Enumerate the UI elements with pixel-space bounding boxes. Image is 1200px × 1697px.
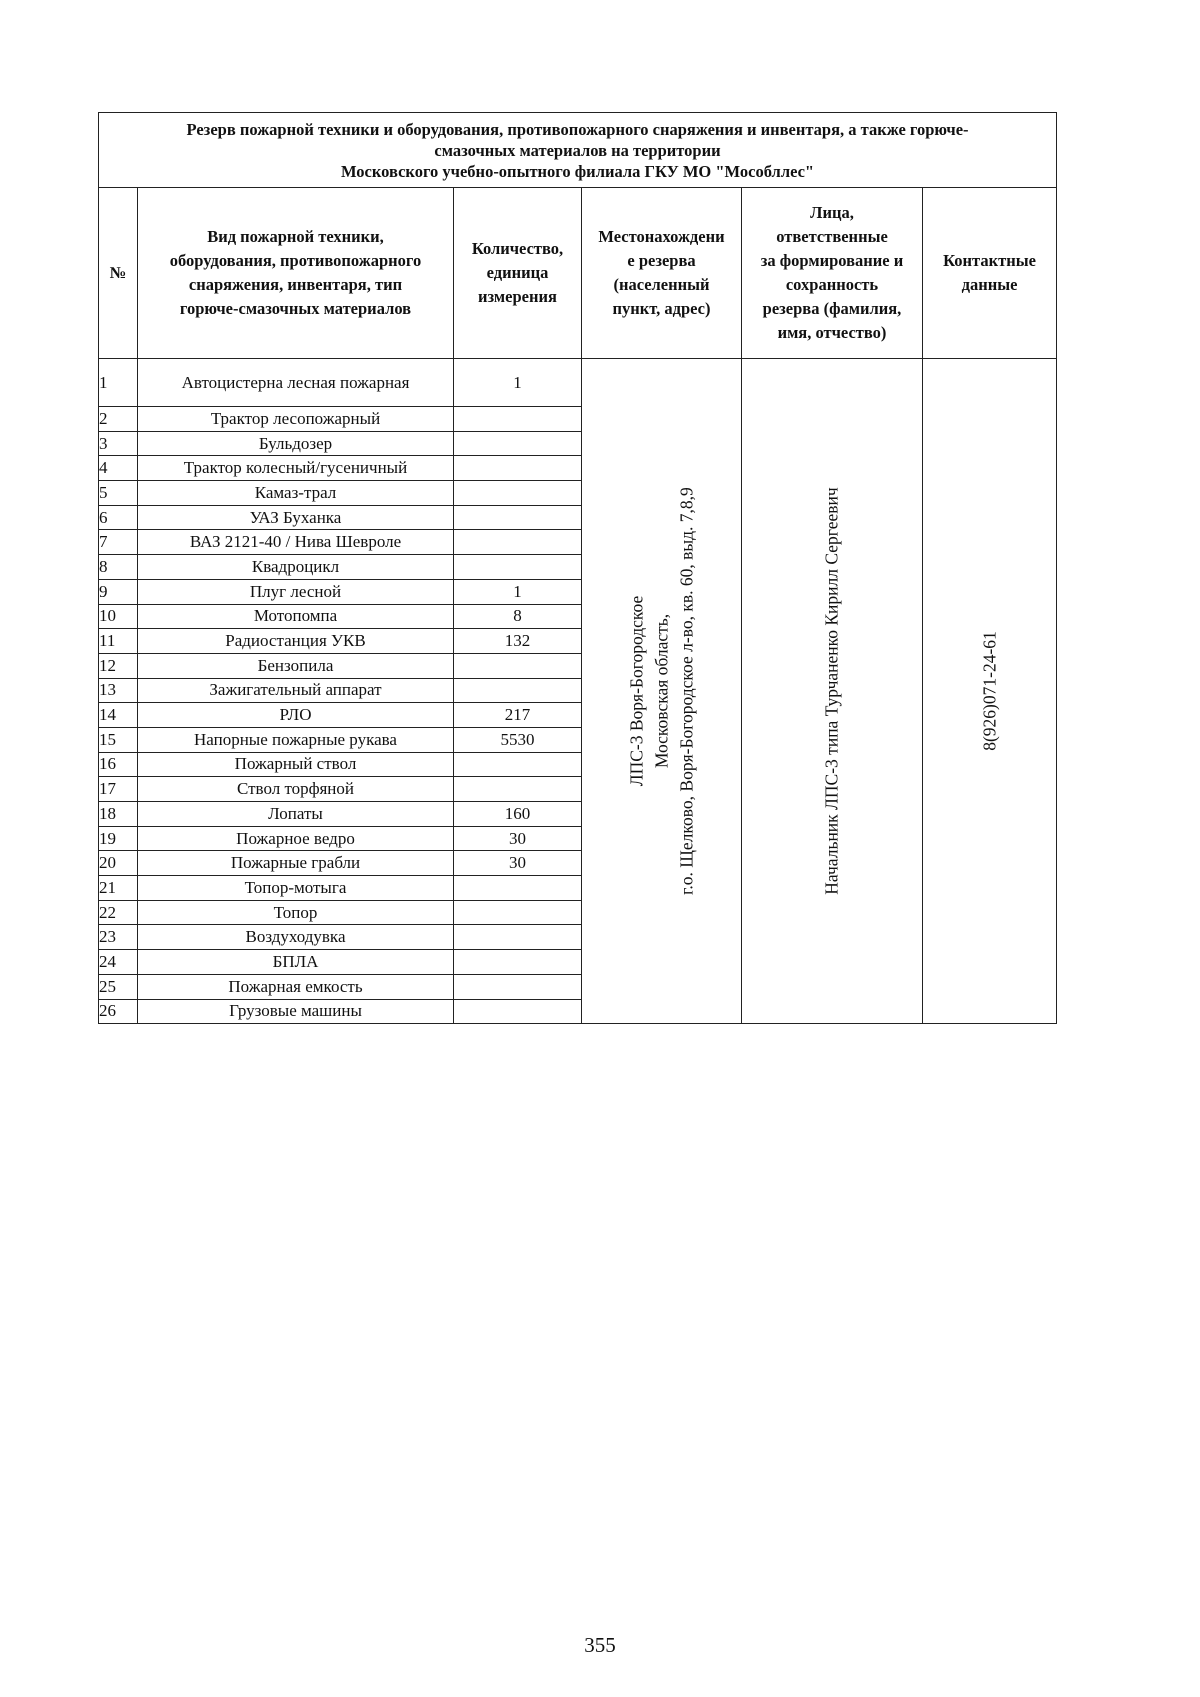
row-number: 3 bbox=[99, 431, 138, 456]
header-quantity-line: измерения bbox=[478, 287, 557, 306]
reserve-table bbox=[98, 112, 1057, 1024]
row-item-name: Бензопила bbox=[138, 653, 454, 678]
row-quantity: 30 bbox=[454, 826, 582, 851]
header-type-line: горюче-смазочных материалов bbox=[179, 299, 412, 318]
row-quantity bbox=[454, 481, 582, 506]
header-type-line: снаряжения, инвентаря, тип bbox=[188, 275, 403, 294]
location-line-2: Московская область, bbox=[651, 613, 671, 769]
row-quantity: 30 bbox=[454, 851, 582, 876]
responsible-cell bbox=[742, 359, 923, 1024]
row-number: 7 bbox=[99, 530, 138, 555]
header-location-line: (населенный bbox=[613, 275, 710, 294]
row-number: 20 bbox=[99, 851, 138, 876]
row-quantity bbox=[454, 653, 582, 678]
header-contacts-line: Контактные bbox=[943, 251, 1036, 270]
row-number: 23 bbox=[99, 925, 138, 950]
row-item-name: Зажигательный аппарат bbox=[138, 678, 454, 703]
row-number: 17 bbox=[99, 777, 138, 802]
title-row bbox=[99, 113, 1057, 188]
row-item-name: Пожарный ствол bbox=[138, 752, 454, 777]
row-item-name: Плуг лесной bbox=[138, 579, 454, 604]
row-quantity bbox=[454, 678, 582, 703]
location-cell bbox=[582, 359, 742, 1024]
row-quantity bbox=[454, 876, 582, 901]
row-quantity: 217 bbox=[454, 703, 582, 728]
location-text bbox=[624, 487, 699, 895]
row-quantity: 132 bbox=[454, 629, 582, 654]
row-number: 11 bbox=[99, 629, 138, 654]
header-contacts bbox=[923, 188, 1057, 359]
header-type-line: Вид пожарной техники, bbox=[207, 227, 384, 246]
row-number: 24 bbox=[99, 950, 138, 975]
row-number: 5 bbox=[99, 481, 138, 506]
responsible-text: Начальник ЛПС-3 типа Турчаненко Кирилл Сергеевич bbox=[821, 487, 842, 895]
header-location-line: пункт, адрес) bbox=[612, 299, 711, 318]
row-quantity: 1 bbox=[454, 579, 582, 604]
row-item-name: Пожарные грабли bbox=[138, 851, 454, 876]
row-item-name: Трактор колесный/гусеничный bbox=[138, 456, 454, 481]
title-line-2: смазочных материалов на территории bbox=[434, 140, 721, 160]
table-row bbox=[99, 359, 1057, 407]
row-number: 12 bbox=[99, 653, 138, 678]
row-item-name: Радиостанция УКВ bbox=[138, 629, 454, 654]
row-item-name: Мотопомпа bbox=[138, 604, 454, 629]
row-number: 26 bbox=[99, 999, 138, 1024]
title-line-3: Московского учебно-опытного филиала ГКУ МО "Мособллес" bbox=[340, 161, 815, 181]
header-quantity-line: Количество, bbox=[471, 239, 564, 258]
row-number: 19 bbox=[99, 826, 138, 851]
row-quantity: 160 bbox=[454, 802, 582, 827]
header-quantity-line: единица bbox=[486, 263, 549, 282]
row-quantity bbox=[454, 555, 582, 580]
header-location-line: е резерва bbox=[627, 251, 696, 270]
row-number: 14 bbox=[99, 703, 138, 728]
row-number: 4 bbox=[99, 456, 138, 481]
header-num: № bbox=[99, 188, 138, 359]
header-responsible-line: Лица, bbox=[810, 203, 854, 222]
row-item-name: Пожарное ведро bbox=[138, 826, 454, 851]
row-item-name: ВАЗ 2121-40 / Нива Шевроле bbox=[138, 530, 454, 555]
row-number: 18 bbox=[99, 802, 138, 827]
title-line-1: Резерв пожарной техники и оборудования, противопожарного снаряжения и инвентаря, а также горюче- bbox=[186, 119, 969, 139]
row-number: 21 bbox=[99, 876, 138, 901]
row-item-name: БПЛА bbox=[138, 950, 454, 975]
row-item-name: Лопаты bbox=[138, 802, 454, 827]
row-item-name: Трактор лесопожарный bbox=[138, 407, 454, 432]
row-quantity bbox=[454, 530, 582, 555]
header-row bbox=[99, 188, 1057, 359]
location-line-3: г.о. Щелково, Воря-Богородское л-во, кв. 60, выд. 7,8,9 bbox=[676, 487, 696, 895]
location-line-1: ЛПС-3 Воря-Богородское bbox=[626, 595, 646, 787]
row-quantity bbox=[454, 407, 582, 432]
row-quantity bbox=[454, 505, 582, 530]
row-item-name: Автоцистерна лесная пожарная bbox=[138, 359, 454, 407]
row-quantity bbox=[454, 900, 582, 925]
row-number: 15 bbox=[99, 727, 138, 752]
row-quantity bbox=[454, 950, 582, 975]
header-location bbox=[582, 188, 742, 359]
row-item-name: Ствол торфяной bbox=[138, 777, 454, 802]
header-quantity bbox=[454, 188, 582, 359]
header-type-line: оборудования, противопожарного bbox=[169, 251, 422, 270]
row-item-name: Напорные пожарные рукава bbox=[138, 727, 454, 752]
row-item-name: Бульдозер bbox=[138, 431, 454, 456]
header-responsible bbox=[742, 188, 923, 359]
row-number: 1 bbox=[99, 359, 138, 407]
header-type bbox=[138, 188, 454, 359]
row-number: 13 bbox=[99, 678, 138, 703]
page-number: 355 bbox=[584, 1633, 616, 1657]
row-number: 6 bbox=[99, 505, 138, 530]
row-quantity bbox=[454, 974, 582, 999]
row-quantity: 1 bbox=[454, 359, 582, 407]
row-item-name: РЛО bbox=[138, 703, 454, 728]
contacts-cell bbox=[923, 359, 1057, 1024]
header-responsible-line: имя, отчество) bbox=[777, 323, 887, 342]
row-number: 10 bbox=[99, 604, 138, 629]
row-number: 16 bbox=[99, 752, 138, 777]
row-item-name: Камаз-трал bbox=[138, 481, 454, 506]
row-number: 8 bbox=[99, 555, 138, 580]
contact-phone: 8(926)071-24-61 bbox=[979, 631, 1000, 751]
row-quantity bbox=[454, 456, 582, 481]
row-number: 22 bbox=[99, 900, 138, 925]
row-item-name: Воздуходувка bbox=[138, 925, 454, 950]
header-responsible-line: резерва (фамилия, bbox=[762, 299, 902, 318]
row-quantity bbox=[454, 431, 582, 456]
header-location-line: Местонахождени bbox=[598, 227, 725, 246]
row-quantity bbox=[454, 925, 582, 950]
row-number: 2 bbox=[99, 407, 138, 432]
header-responsible-line: сохранность bbox=[785, 275, 879, 294]
row-item-name: УАЗ Буханка bbox=[138, 505, 454, 530]
row-item-name: Квадроцикл bbox=[138, 555, 454, 580]
row-item-name: Топор-мотыга bbox=[138, 876, 454, 901]
row-item-name: Грузовые машины bbox=[138, 999, 454, 1024]
row-quantity bbox=[454, 752, 582, 777]
header-contacts-line: данные bbox=[961, 275, 1018, 294]
row-quantity bbox=[454, 777, 582, 802]
row-item-name: Пожарная емкость bbox=[138, 974, 454, 999]
row-quantity: 5530 bbox=[454, 727, 582, 752]
row-number: 25 bbox=[99, 974, 138, 999]
row-quantity: 8 bbox=[454, 604, 582, 629]
row-item-name: Топор bbox=[138, 900, 454, 925]
row-quantity bbox=[454, 999, 582, 1024]
table-title bbox=[99, 113, 1057, 188]
header-responsible-line: за формирование и bbox=[760, 251, 904, 270]
header-responsible-line: ответственные bbox=[776, 227, 888, 246]
row-number: 9 bbox=[99, 579, 138, 604]
